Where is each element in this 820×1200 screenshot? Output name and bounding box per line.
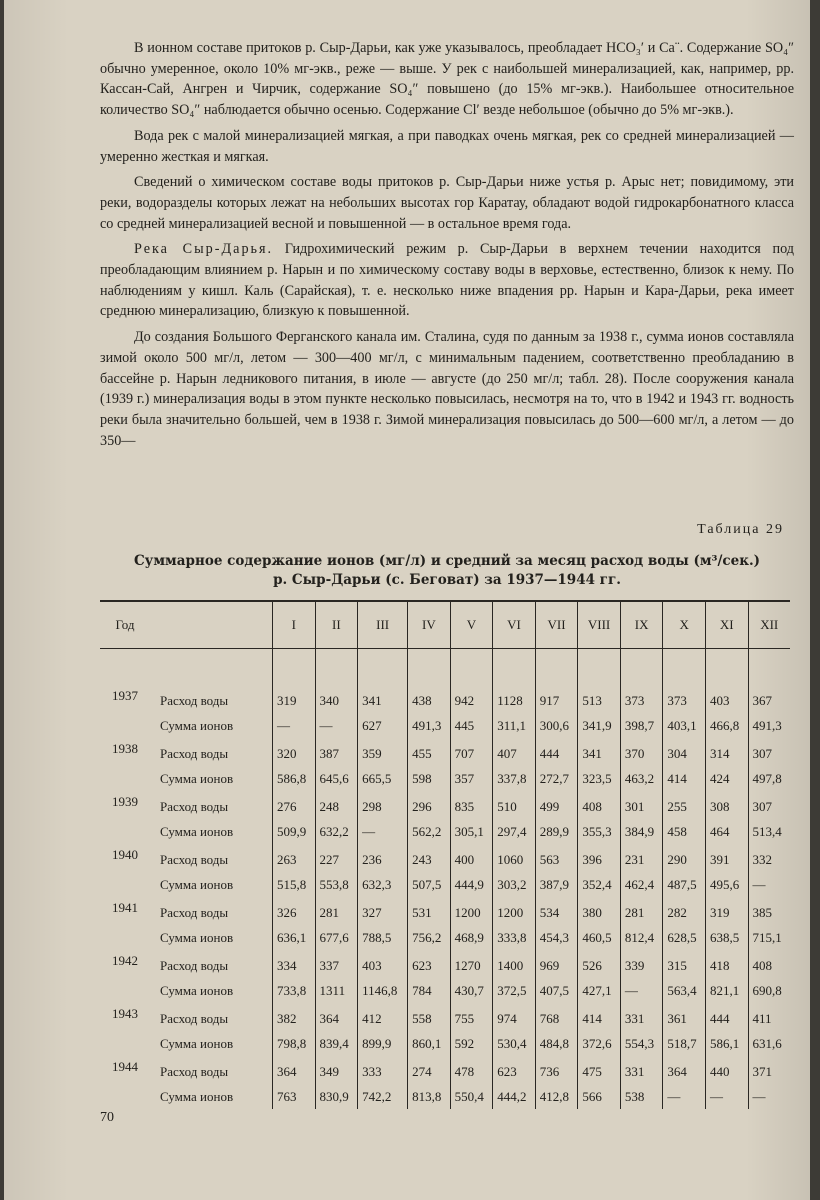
ion-value: 638,5: [705, 925, 748, 950]
flow-value: 341: [358, 685, 408, 713]
flow-value: 391: [705, 844, 748, 872]
page-number: 70: [100, 1110, 114, 1125]
ion-value: 403,1: [663, 713, 706, 738]
ion-value: 763: [273, 1084, 316, 1109]
ion-value: 550,4: [450, 1084, 493, 1109]
flow-value: 373: [620, 685, 663, 713]
ion-value: 337,8: [493, 766, 536, 791]
flow-value: 236: [358, 844, 408, 872]
flow-value: 411: [748, 1003, 790, 1031]
row-label: Сумма ионов: [160, 929, 234, 945]
ion-value: —: [748, 872, 790, 897]
ion-value: 297,4: [493, 819, 536, 844]
caption-line: Суммарное содержание ионов (мг/л) и средний за месяц расход воды (м³/сек.): [133, 553, 761, 569]
ion-value: 445: [450, 713, 493, 738]
flow-value: 499: [535, 791, 578, 819]
ion-value: —: [358, 819, 408, 844]
row-label: Сумма ионов: [160, 770, 234, 786]
ion-value: 756,2: [408, 925, 451, 950]
flow-value: 327: [358, 897, 408, 925]
ion-value: 784: [408, 978, 451, 1003]
flow-value: 917: [535, 685, 578, 713]
table-row: [100, 897, 790, 925]
flow-value: 337: [315, 950, 358, 978]
flow-value: 382: [273, 1003, 316, 1031]
table-row: [100, 1084, 790, 1109]
ion-value: 444,2: [493, 1084, 536, 1109]
table-row: [100, 738, 790, 766]
table-header-row: [100, 601, 790, 649]
ion-value: 387,9: [535, 872, 578, 897]
table-row: [100, 978, 790, 1003]
paragraph: В ионном составе притоков р. Сыр-Дарьи, как уже указывалось, преобладает HCO₃′ и Ca¨. Содержание SO₄″ обычно умеренное, около 10% мг-экв., реже — выше. У рек с наибольшей минерализацией, как, например, рр. Кассан-Сай, Ангрен и Чирчик, содержание SO₄″ повышено (до 15% мг-экв.). Наибольшее относительное количество SO₄″ наблюдается обычно осенью. Содержание Cl′ везде небольшое (обычно до 5% мг-экв.).: [100, 40, 794, 119]
ion-value: 323,5: [578, 766, 621, 791]
ion-value: 586,8: [273, 766, 316, 791]
table-row: [100, 1056, 790, 1084]
flow-value: 563: [535, 844, 578, 872]
flow-value: 396: [578, 844, 621, 872]
ion-value: 333,8: [493, 925, 536, 950]
data-table: [100, 600, 790, 1109]
paragraph: Сведений о химическом составе воды притоков р. Сыр-Дарьи ниже устья р. Арыс нет; повидимому, эти реки, водоразделы которых лежат на небольших высотах гор Каратау, обладают водой гидрокарбонатного класса со средней минерализацией весной и повышенной — в остальное время года.: [100, 174, 794, 232]
flow-value: 333: [358, 1056, 408, 1084]
ion-value: 468,9: [450, 925, 493, 950]
flow-value: 403: [705, 685, 748, 713]
flow-value: 263: [273, 844, 316, 872]
ion-value: 398,7: [620, 713, 663, 738]
ion-value: 464: [705, 819, 748, 844]
ion-value: 414: [663, 766, 706, 791]
header-month: V: [450, 601, 493, 649]
ion-value: 300,6: [535, 713, 578, 738]
table-row: [100, 713, 790, 738]
ion-value: 798,8: [273, 1031, 316, 1056]
body-text: [100, 38, 794, 456]
flow-value: 296: [408, 791, 451, 819]
ion-value: 491,3: [748, 713, 790, 738]
ion-value: —: [663, 1084, 706, 1109]
ion-value: 444,9: [450, 872, 493, 897]
flow-value: 274: [408, 1056, 451, 1084]
flow-value: 407: [493, 738, 536, 766]
flow-value: 510: [493, 791, 536, 819]
row-label: Расход воды: [160, 851, 229, 867]
table-row: [100, 925, 790, 950]
ion-value: 463,2: [620, 766, 663, 791]
header-month: IV: [408, 601, 451, 649]
flow-value: 319: [705, 897, 748, 925]
ion-value: 372,5: [493, 978, 536, 1003]
table-number: Таблица 29: [697, 522, 784, 537]
flow-value: 623: [408, 950, 451, 978]
flow-value: 320: [273, 738, 316, 766]
flow-value: 1060: [493, 844, 536, 872]
flow-value: 513: [578, 685, 621, 713]
row-label: Расход воды: [160, 798, 229, 814]
row-label: Расход воды: [160, 957, 229, 973]
ion-value: 497,8: [748, 766, 790, 791]
flow-value: 1200: [450, 897, 493, 925]
year-cell: 1939: [112, 794, 138, 809]
flow-value: 1270: [450, 950, 493, 978]
flow-value: 331: [620, 1056, 663, 1084]
row-label: Сумма ионов: [160, 982, 234, 998]
table-caption: [100, 552, 794, 590]
flow-value: 387: [315, 738, 358, 766]
flow-value: 298: [358, 791, 408, 819]
flow-value: 444: [705, 1003, 748, 1031]
ion-value: 631,6: [748, 1031, 790, 1056]
flow-value: 438: [408, 685, 451, 713]
ion-value: 424: [705, 766, 748, 791]
header-blank: [150, 601, 273, 649]
ion-value: 632,2: [315, 819, 358, 844]
ion-value: 341,9: [578, 713, 621, 738]
flow-value: 304: [663, 738, 706, 766]
header-month: VIII: [578, 601, 621, 649]
header-month: II: [315, 601, 358, 649]
ion-value: 788,5: [358, 925, 408, 950]
ion-value: 384,9: [620, 819, 663, 844]
ion-value: 742,2: [358, 1084, 408, 1109]
flow-value: 319: [273, 685, 316, 713]
paragraph-body: Гидрохимический режим р. Сыр-Дарьи в верхнем течении находится под преобладающим влиянием р. Нарын и по химическому составу воды в верховье, естественно, близок к нему. По наблюдениям у кишл. Каль (Сарайская), т. е. несколько ниже впадения рр. Нарын и Кара-Дарьи, река имеет среднюю минерализацию, близкую к повышенной.: [100, 241, 794, 320]
flow-value: 444: [535, 738, 578, 766]
flow-value: 290: [663, 844, 706, 872]
flow-value: 400: [450, 844, 493, 872]
flow-value: 307: [748, 738, 790, 766]
ion-value: 495,6: [705, 872, 748, 897]
ion-value: 272,7: [535, 766, 578, 791]
ion-value: 509,9: [273, 819, 316, 844]
ion-value: 289,9: [535, 819, 578, 844]
table-row: [100, 844, 790, 872]
ion-value: 645,6: [315, 766, 358, 791]
flow-value: 248: [315, 791, 358, 819]
ion-value: 899,9: [358, 1031, 408, 1056]
ion-value: 355,3: [578, 819, 621, 844]
year-cell: 1938: [112, 741, 138, 756]
flow-value: 276: [273, 791, 316, 819]
ion-value: 460,5: [578, 925, 621, 950]
flow-value: 408: [748, 950, 790, 978]
caption-line: р. Сыр-Дарьи (с. Беговат) за 1937—1944 гг.: [273, 572, 621, 588]
ion-value: 352,4: [578, 872, 621, 897]
flow-value: 755: [450, 1003, 493, 1031]
ion-value: 305,1: [450, 819, 493, 844]
flow-value: 341: [578, 738, 621, 766]
row-label: Расход воды: [160, 1063, 229, 1079]
flow-value: 308: [705, 791, 748, 819]
table-row: [100, 791, 790, 819]
header-month: VII: [535, 601, 578, 649]
flow-value: 334: [273, 950, 316, 978]
flow-value: 340: [315, 685, 358, 713]
ion-value: —: [315, 713, 358, 738]
header-month: X: [663, 601, 706, 649]
ion-value: 430,7: [450, 978, 493, 1003]
ion-value: 1311: [315, 978, 358, 1003]
flow-value: 227: [315, 844, 358, 872]
ion-value: 598: [408, 766, 451, 791]
ion-value: 586,1: [705, 1031, 748, 1056]
flow-value: 359: [358, 738, 408, 766]
table-row: [100, 1003, 790, 1031]
table-row: [100, 1031, 790, 1056]
year-cell: 1941: [112, 900, 138, 915]
flow-value: 380: [578, 897, 621, 925]
row-label: Сумма ионов: [160, 1088, 234, 1104]
row-label: Расход воды: [160, 1010, 229, 1026]
flow-value: 281: [315, 897, 358, 925]
flow-value: 370: [620, 738, 663, 766]
flow-value: 364: [273, 1056, 316, 1084]
flow-value: 364: [315, 1003, 358, 1031]
flow-value: 440: [705, 1056, 748, 1084]
flow-value: 531: [408, 897, 451, 925]
ion-value: 303,2: [493, 872, 536, 897]
flow-value: 314: [705, 738, 748, 766]
header-month: III: [358, 601, 408, 649]
table-row: [100, 819, 790, 844]
spacer-row: [100, 649, 790, 686]
ion-value: 553,8: [315, 872, 358, 897]
flow-value: 1400: [493, 950, 536, 978]
ion-value: —: [273, 713, 316, 738]
ion-value: 839,4: [315, 1031, 358, 1056]
ion-value: 813,8: [408, 1084, 451, 1109]
ion-value: 466,8: [705, 713, 748, 738]
paragraph: До создания Большого Ферганского канала им. Сталина, судя по данным за 1938 г., сумма ионов составляла зимой около 500 мг/л, летом — 300—400 мг/л, с минимальным падением, соответственно преобладанию в бассейне р. Нарын ледникового питания, в июле — августе (до 250 мг/л; табл. 28). После сооружения канала (1939 г.) минерализация воды в этом пункте несколько повысилась, несмотря на то, что в 1942 и 1943 гг. водность реки была значительно большей, чем в 1938 г. Зимой минерализация повысилась до 500—600 мг/л, а летом — до 350—: [100, 329, 794, 449]
row-label: Расход воды: [160, 745, 229, 761]
ion-value: 454,3: [535, 925, 578, 950]
row-label: Расход воды: [160, 692, 229, 708]
flow-value: 974: [493, 1003, 536, 1031]
header-year: Год: [100, 601, 150, 649]
flow-value: 371: [748, 1056, 790, 1084]
year-cell: 1942: [112, 953, 138, 968]
ion-value: 627: [358, 713, 408, 738]
flow-value: 339: [620, 950, 663, 978]
ion-value: 562,2: [408, 819, 451, 844]
ion-value: 311,1: [493, 713, 536, 738]
ion-value: 563,4: [663, 978, 706, 1003]
ion-value: 484,8: [535, 1031, 578, 1056]
flow-value: 367: [748, 685, 790, 713]
row-label: Сумма ионов: [160, 1035, 234, 1051]
ion-value: 407,5: [535, 978, 578, 1003]
flow-value: 281: [620, 897, 663, 925]
flow-value: 942: [450, 685, 493, 713]
ion-value: 592: [450, 1031, 493, 1056]
flow-value: 736: [535, 1056, 578, 1084]
ion-value: 677,6: [315, 925, 358, 950]
row-label: Сумма ионов: [160, 823, 234, 839]
flow-value: 969: [535, 950, 578, 978]
ion-value: 357: [450, 766, 493, 791]
flow-value: 418: [705, 950, 748, 978]
flow-value: 332: [748, 844, 790, 872]
flow-value: 526: [578, 950, 621, 978]
table-row: [100, 685, 790, 713]
ion-value: 821,1: [705, 978, 748, 1003]
flow-value: 408: [578, 791, 621, 819]
section-heading: Река Сыр-Дарья.: [134, 241, 274, 258]
ion-value: 538: [620, 1084, 663, 1109]
header-month: IX: [620, 601, 663, 649]
flow-value: 455: [408, 738, 451, 766]
flow-value: 835: [450, 791, 493, 819]
table-row: [100, 950, 790, 978]
table-row: [100, 872, 790, 897]
ion-value: 518,7: [663, 1031, 706, 1056]
flow-value: 326: [273, 897, 316, 925]
flow-value: 301: [620, 791, 663, 819]
flow-value: 315: [663, 950, 706, 978]
flow-value: 385: [748, 897, 790, 925]
flow-value: 475: [578, 1056, 621, 1084]
book-page: [4, 0, 810, 1200]
row-label: Сумма ионов: [160, 876, 234, 892]
flow-value: 403: [358, 950, 408, 978]
flow-value: 707: [450, 738, 493, 766]
paragraph-syr-darya: [100, 239, 794, 322]
flow-value: 361: [663, 1003, 706, 1031]
ion-value: 515,8: [273, 872, 316, 897]
flow-value: 1128: [493, 685, 536, 713]
year-cell: 1943: [112, 1006, 138, 1021]
flow-value: 478: [450, 1056, 493, 1084]
flow-value: 1200: [493, 897, 536, 925]
table-body: [100, 649, 790, 1110]
ion-value: 372,6: [578, 1031, 621, 1056]
flow-value: 768: [535, 1003, 578, 1031]
ion-value: 628,5: [663, 925, 706, 950]
flow-value: 623: [493, 1056, 536, 1084]
flow-value: 331: [620, 1003, 663, 1031]
ion-value: 566: [578, 1084, 621, 1109]
ion-value: 427,1: [578, 978, 621, 1003]
year-cell: 1944: [112, 1059, 138, 1074]
flow-value: 558: [408, 1003, 451, 1031]
ion-value: —: [620, 978, 663, 1003]
row-label: Сумма ионов: [160, 717, 234, 733]
flow-value: 373: [663, 685, 706, 713]
row-label: Расход воды: [160, 904, 229, 920]
flow-value: 255: [663, 791, 706, 819]
header-month: VI: [493, 601, 536, 649]
ion-value: 412,8: [535, 1084, 578, 1109]
table-row: [100, 766, 790, 791]
flow-value: 282: [663, 897, 706, 925]
ion-value: 733,8: [273, 978, 316, 1003]
ion-value: —: [705, 1084, 748, 1109]
ion-value: 860,1: [408, 1031, 451, 1056]
flow-value: 243: [408, 844, 451, 872]
year-cell: 1937: [112, 688, 138, 703]
ion-value: 1146,8: [358, 978, 408, 1003]
ion-value: 462,4: [620, 872, 663, 897]
flow-value: 412: [358, 1003, 408, 1031]
ion-value: 632,3: [358, 872, 408, 897]
ion-value: 830,9: [315, 1084, 358, 1109]
ion-value: —: [748, 1084, 790, 1109]
ion-value: 487,5: [663, 872, 706, 897]
flow-value: 414: [578, 1003, 621, 1031]
ion-value: 530,4: [493, 1031, 536, 1056]
header-month: I: [273, 601, 316, 649]
paragraph: Вода рек с малой минерализацией мягкая, а при паводках очень мягкая, рек со средней минерализацией — умеренно жесткая и мягкая.: [100, 127, 794, 165]
ion-value: 715,1: [748, 925, 790, 950]
ion-value: 458: [663, 819, 706, 844]
ion-value: 507,5: [408, 872, 451, 897]
flow-value: 534: [535, 897, 578, 925]
flow-value: 364: [663, 1056, 706, 1084]
ion-value: 812,4: [620, 925, 663, 950]
flow-value: 231: [620, 844, 663, 872]
header-month: XI: [705, 601, 748, 649]
ion-value: 513,4: [748, 819, 790, 844]
header-month: XII: [748, 601, 790, 649]
ion-value: 554,3: [620, 1031, 663, 1056]
ion-value: 665,5: [358, 766, 408, 791]
ion-value: 491,3: [408, 713, 451, 738]
ion-value: 636,1: [273, 925, 316, 950]
flow-value: 307: [748, 791, 790, 819]
flow-value: 349: [315, 1056, 358, 1084]
ion-value: 690,8: [748, 978, 790, 1003]
year-cell: 1940: [112, 847, 138, 862]
